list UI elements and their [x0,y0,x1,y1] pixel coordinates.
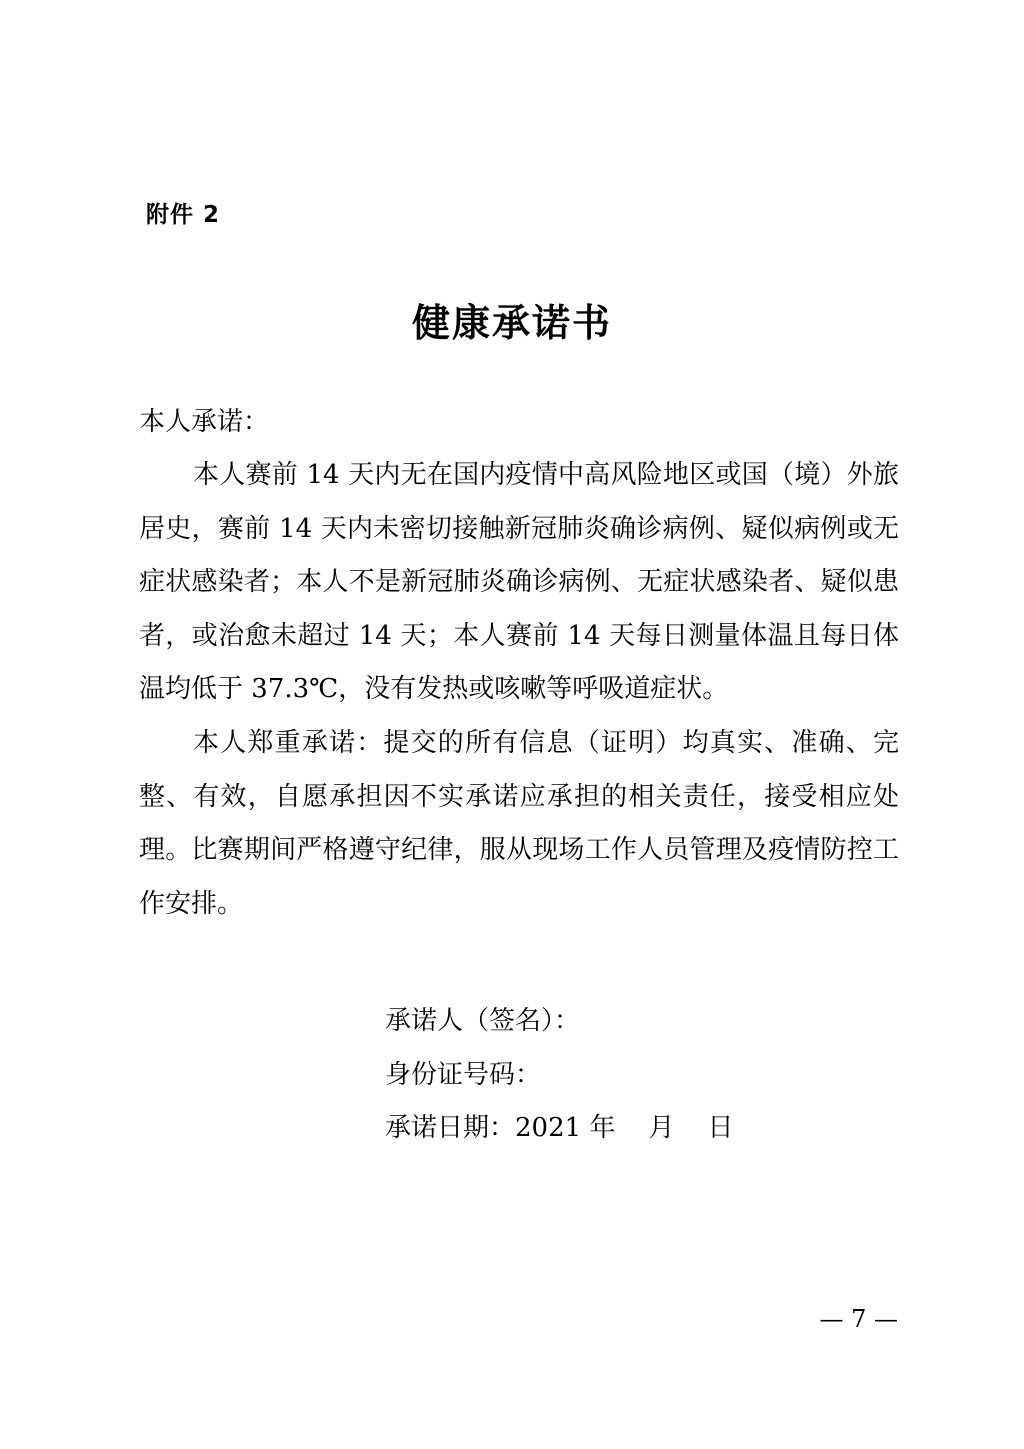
page-number: — 7 — [819,1305,898,1333]
document-title: 健康承诺书 [411,300,612,345]
signature-block [385,995,734,1156]
attachment-label: 附件 2 [146,202,221,228]
commitment-paragraph-health: 本人赛前 14 天内无在国内疫情中高风险地区或国（境）外旅居史，赛前 14 天内未密切接触新冠肺炎确诊病例、疑似病例或无症状感染者；本人不是新冠肺炎确诊病例、无症状感染者、疑似患者，或治愈未超过 14 天；本人赛前 14 天每日测量体温且每日体温均低于 37.3℃，没有发热或咳嗽等呼吸道症状。 [139,460,899,704]
signer-signature-label: 承诺人（签名）： [385,1006,581,1036]
commitment-paragraph-solemn: 本人郑重承诺：提交的所有信息（证明）均真实、准确、完整、有效，自愿承担因不实承诺应承担的相关责任，接受相应处理。比赛期间严格遵守纪律，服从现场工作人员管理及疫情防控工作安排。 [139,728,899,919]
commitment-date-label: 承诺日期：2021 年 月 日 [385,1113,734,1143]
intro-line: 本人承诺： [139,407,270,437]
id-number-label: 身份证号码： [385,1059,542,1090]
